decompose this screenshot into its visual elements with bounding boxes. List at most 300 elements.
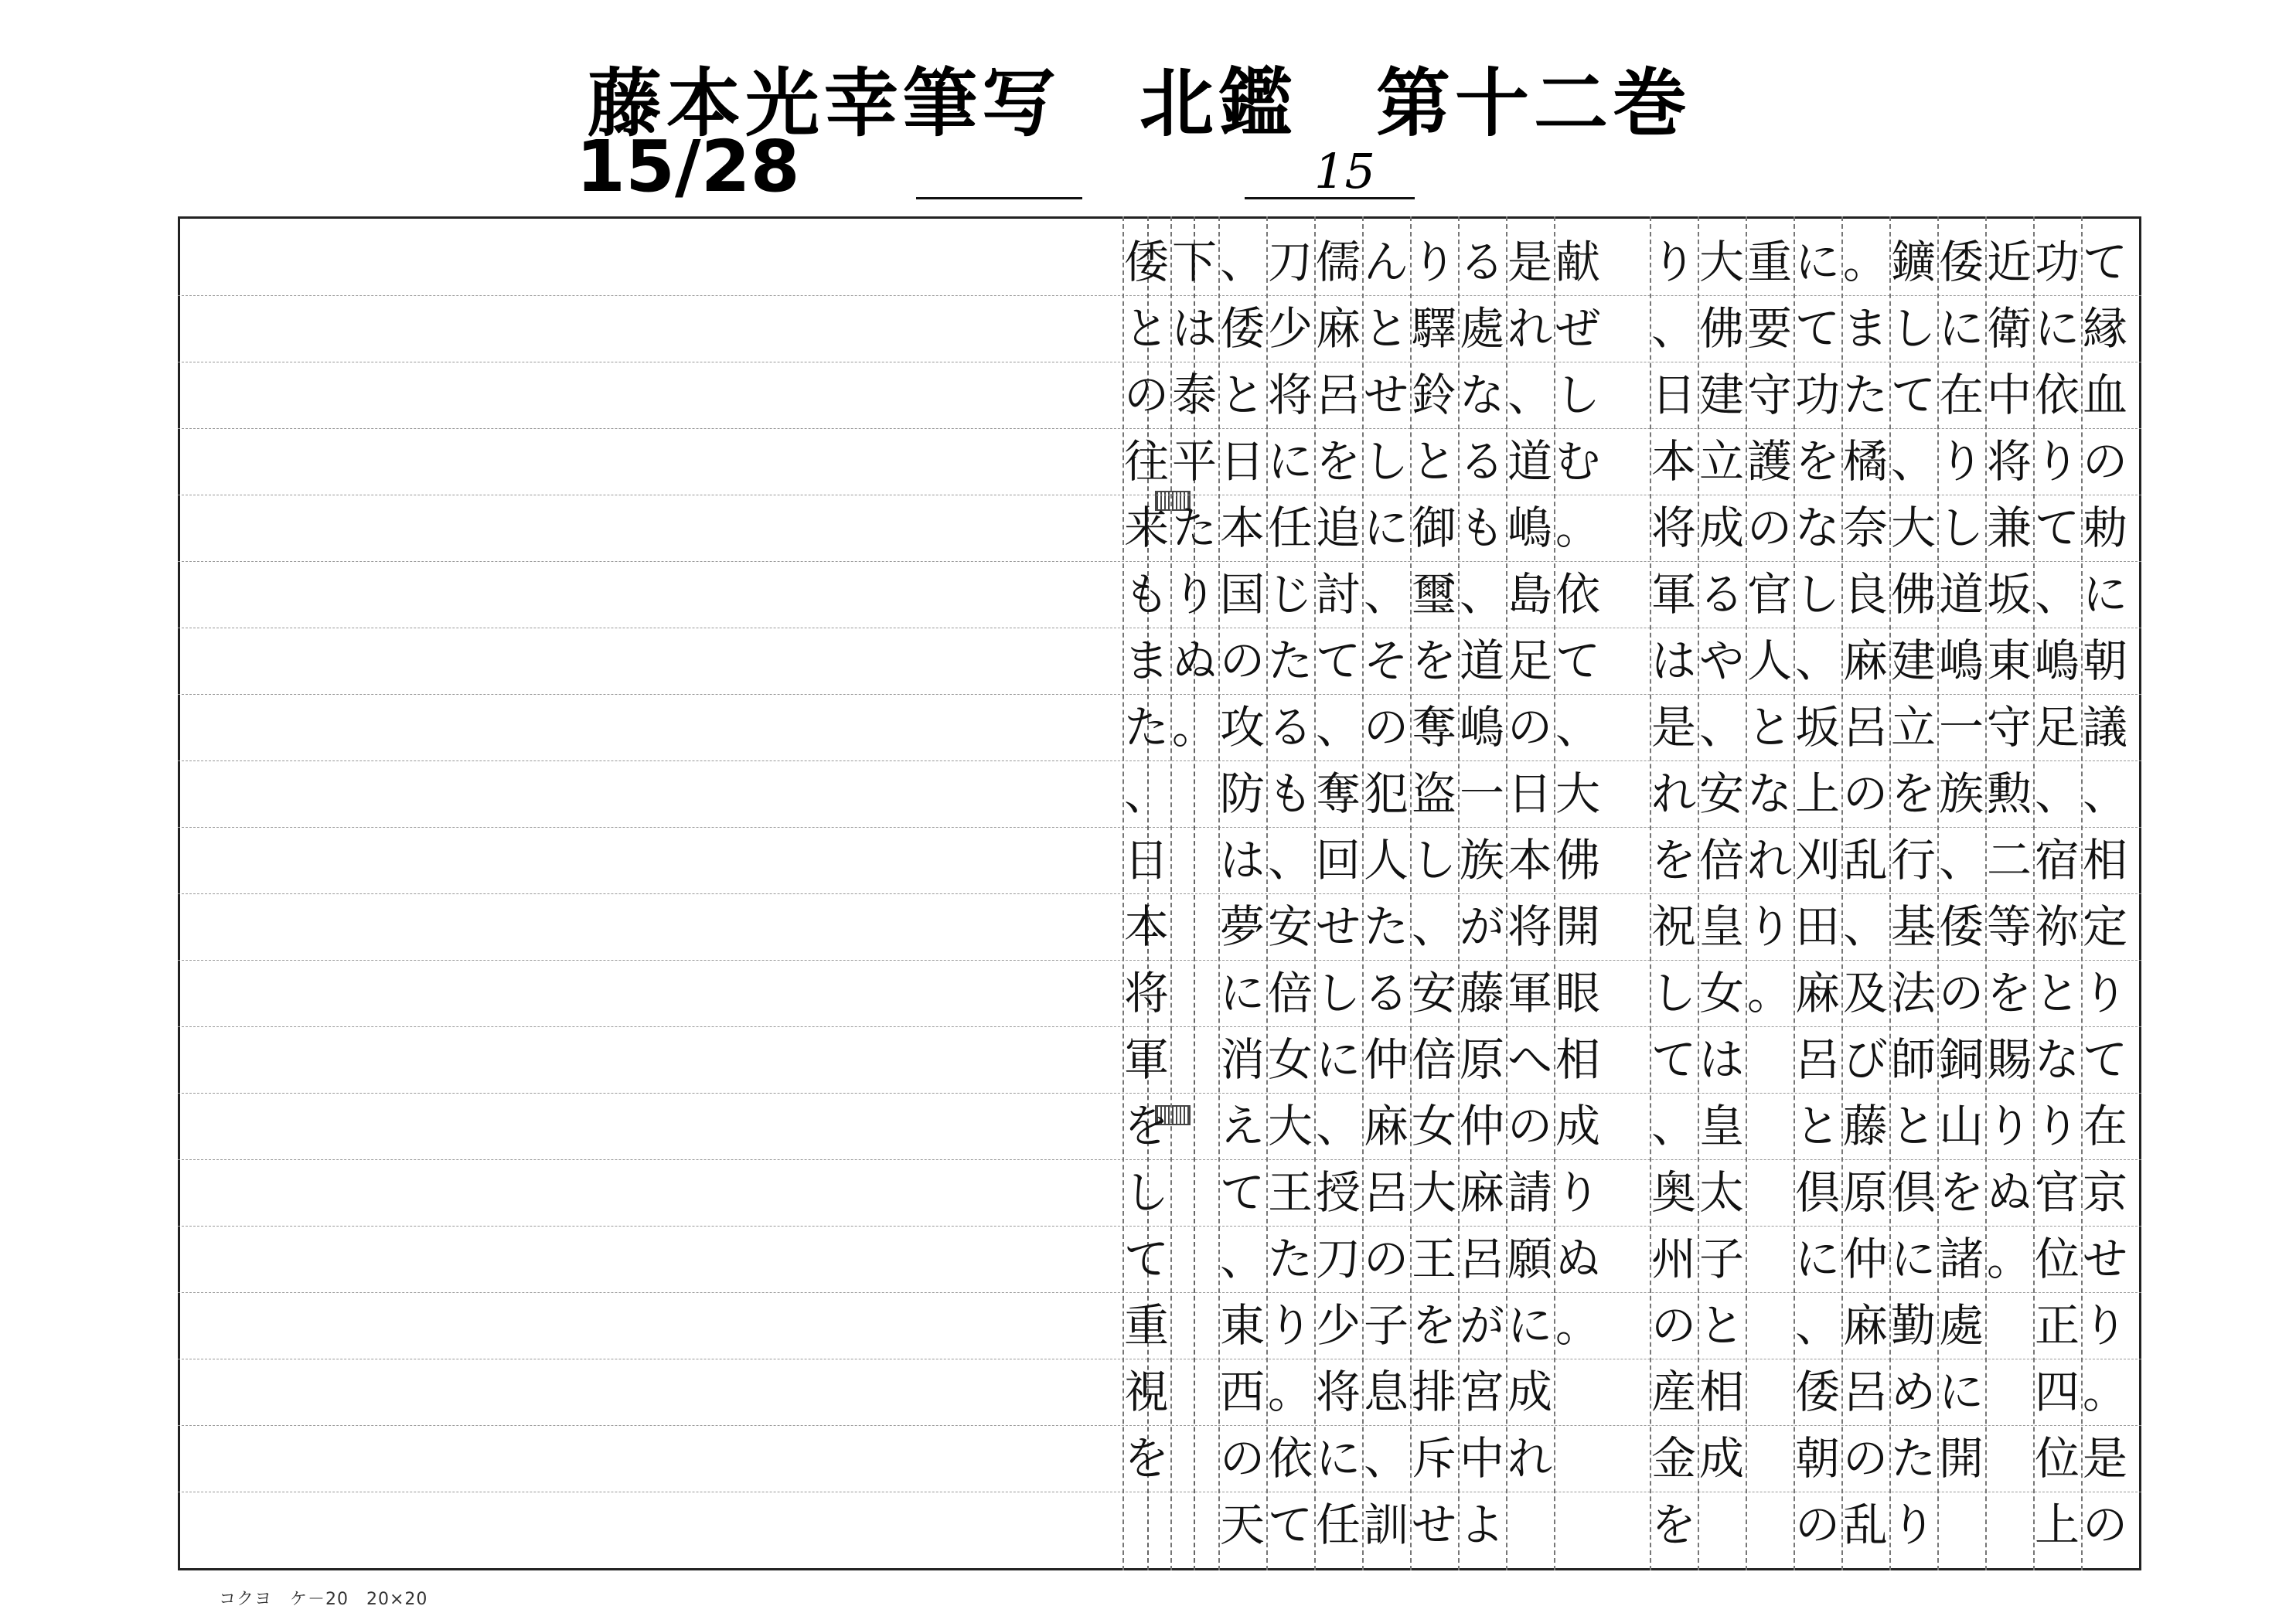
manuscript-column — [1314, 216, 1362, 1570]
manuscript-char: 、 — [1650, 1100, 1696, 1152]
manuscript-column — [1170, 216, 1218, 1570]
manuscript-char: 倭 — [1123, 236, 1169, 288]
manuscript-char: と — [1123, 302, 1169, 355]
manuscript-char: 宮 — [1459, 1366, 1504, 1418]
manuscript-char: め — [1890, 1366, 1936, 1418]
manuscript-char: の — [1842, 767, 1888, 820]
manuscript-char: 授 — [1315, 1166, 1361, 1219]
manuscript-char: 位 — [2034, 1432, 2080, 1485]
manuscript-char: の — [1650, 1299, 1696, 1352]
manuscript-char: り — [1746, 900, 1792, 953]
manuscript-char: 献 — [1555, 236, 1600, 288]
manuscript-column — [1794, 216, 1841, 1570]
manuscript-char: る — [1267, 701, 1313, 754]
manuscript-char: の — [1363, 701, 1409, 754]
manuscript-char: 兼 — [1986, 502, 2032, 554]
manuscript-char: 成 — [1555, 1100, 1600, 1152]
manuscript-char: 犯 — [1363, 767, 1409, 820]
manuscript-char: 祝 — [1650, 900, 1696, 953]
manuscript-char: 佛 — [1890, 568, 1936, 621]
manuscript-char: 銅 — [1938, 1033, 1984, 1086]
manuscript-char: 立 — [1890, 701, 1936, 754]
manuscript-char: に — [1315, 1432, 1361, 1485]
manuscript-char: 基 — [1890, 900, 1936, 953]
manuscript-char: た — [1363, 900, 1409, 953]
manuscript-char: ん — [1363, 236, 1409, 288]
manuscript-char: 族 — [1938, 767, 1984, 820]
manuscript-char: 、 — [1315, 1100, 1361, 1152]
manuscript-char: 安 — [1698, 767, 1744, 820]
manuscript-char: れ — [1507, 302, 1552, 355]
manuscript-char: を — [1650, 1499, 1696, 1551]
manuscript-char: を — [1123, 1100, 1169, 1152]
manuscript-char: そ — [1363, 635, 1409, 687]
manuscript-char: し — [1555, 369, 1600, 421]
manuscript-char: 呂 — [1842, 701, 1888, 754]
manuscript-char: 處 — [1459, 302, 1504, 355]
manuscript-char: と — [1746, 701, 1792, 754]
manuscript-char: 立 — [1698, 435, 1744, 488]
manuscript-char: 、 — [1507, 369, 1552, 421]
manuscript-char: 日 — [1219, 435, 1265, 488]
manuscript-char: に — [1938, 302, 1984, 355]
manuscript-char: 人 — [1746, 635, 1792, 687]
manuscript-char: り — [2034, 1100, 2080, 1152]
manuscript-column — [1746, 216, 1794, 1570]
manuscript-char: せ — [1363, 369, 1409, 421]
manuscript-char: も — [1267, 767, 1313, 820]
manuscript-char: の — [1507, 701, 1552, 754]
manuscript-char: に — [1219, 967, 1265, 1019]
manuscript-char: 一 — [1459, 767, 1504, 820]
manuscript-char: て — [2082, 1033, 2127, 1086]
manuscript-sheet — [178, 216, 2141, 1570]
manuscript-char: 本 — [1650, 435, 1696, 488]
manuscript-char: の — [1746, 502, 1792, 554]
manuscript-char: 州 — [1650, 1233, 1696, 1285]
manuscript-char: 。 — [1555, 1299, 1600, 1352]
manuscript-char: り — [1267, 1299, 1313, 1352]
manuscript-char: 呂 — [1794, 1033, 1840, 1086]
manuscript-char: ぬ — [1555, 1233, 1600, 1285]
manuscript-char: 本 — [1507, 834, 1552, 886]
manuscript-char: し — [1315, 967, 1361, 1019]
manuscript-char: の — [1507, 1100, 1552, 1152]
manuscript-char: り — [1411, 236, 1456, 288]
manuscript-char: も — [1459, 502, 1504, 554]
manuscript-char: 建 — [1698, 369, 1744, 421]
manuscript-char: し — [1890, 302, 1936, 355]
manuscript-char: 藤 — [1459, 967, 1504, 1019]
manuscript-char: 、 — [2034, 767, 2080, 820]
manuscript-char: 天 — [1219, 1499, 1265, 1551]
manuscript-char: 中 — [1986, 369, 2032, 421]
manuscript-char: 倍 — [1267, 967, 1313, 1019]
manuscript-char: 勤 — [1890, 1299, 1936, 1352]
manuscript-char: は — [1698, 1033, 1744, 1086]
manuscript-char: 倭 — [1938, 900, 1984, 953]
manuscript-char: 佛 — [1698, 302, 1744, 355]
manuscript-char: と — [1794, 1100, 1840, 1152]
manuscript-char: 朝 — [1794, 1432, 1840, 1485]
manuscript-char: 大 — [1411, 1166, 1456, 1219]
manuscript-char: 王 — [1267, 1166, 1313, 1219]
manuscript-char: 王 — [1411, 1233, 1456, 1285]
manuscript-char: 呂 — [1842, 1366, 1888, 1418]
manuscript-char: り — [2082, 1299, 2127, 1352]
manuscript-char: 坂 — [1794, 701, 1840, 754]
manuscript-char: え — [1219, 1100, 1265, 1152]
manuscript-char: 眼 — [1555, 967, 1600, 1019]
manuscript-char: 璽 — [1411, 568, 1456, 621]
manuscript-char: 回 — [1315, 834, 1361, 886]
manuscript-char: 位 — [2034, 1233, 2080, 1285]
manuscript-char: 驛 — [1411, 302, 1456, 355]
page-title: 藤本光幸筆写 北鑑 第十二巻 — [588, 60, 1691, 147]
manuscript-char: 往 — [1123, 435, 1169, 488]
manuscript-char: 議 — [2082, 701, 2127, 754]
manuscript-char: 仲 — [1363, 1033, 1409, 1086]
manuscript-char: 道 — [1507, 435, 1552, 488]
manuscript-char: 島 — [1507, 568, 1552, 621]
manuscript-char: し — [1363, 435, 1409, 488]
manuscript-char: 相 — [2082, 834, 2127, 886]
manuscript-char: 東 — [1219, 1299, 1265, 1352]
manuscript-char: 、 — [1267, 834, 1313, 886]
manuscript-char: て — [1794, 302, 1840, 355]
manuscript-char: り — [2082, 967, 2127, 1019]
manuscript-char: 女 — [1698, 967, 1744, 1019]
manuscript-char: 金 — [1650, 1432, 1696, 1485]
manuscript-char: 将 — [1986, 435, 2032, 488]
manuscript-char: じ — [1267, 568, 1313, 621]
manuscript-char: 麻 — [1842, 635, 1888, 687]
manuscript-char: 衛 — [1986, 302, 2032, 355]
manuscript-char: や — [1698, 635, 1744, 687]
manuscript-char: 倭 — [1938, 236, 1984, 288]
manuscript-char: 呂 — [1363, 1166, 1409, 1219]
manuscript-char: の — [1363, 1233, 1409, 1285]
manuscript-char: 御 — [1411, 502, 1456, 554]
manuscript-char: 成 — [1698, 1432, 1744, 1485]
manuscript-char: ぜ — [1555, 302, 1600, 355]
manuscript-char: 呂 — [1315, 369, 1361, 421]
manuscript-char: 、 — [1794, 1299, 1840, 1352]
manuscript-char: 、 — [1698, 701, 1744, 754]
manuscript-char: に — [2082, 568, 2127, 621]
manuscript-char: 倍 — [1411, 1033, 1456, 1086]
manuscript-char: 。 — [2082, 1366, 2127, 1418]
manuscript-char: 麻 — [1459, 1166, 1504, 1219]
manuscript-char: は — [1219, 834, 1265, 886]
manuscript-char: 麻 — [1363, 1100, 1409, 1152]
manuscript-char: 賜 — [1986, 1033, 2032, 1086]
manuscript-char: し — [1123, 1166, 1169, 1219]
manuscript-char: ま — [1123, 635, 1169, 687]
manuscript-char: な — [1746, 767, 1792, 820]
manuscript-char: 重 — [1123, 1299, 1169, 1352]
manuscript-char: 、 — [1363, 1432, 1409, 1485]
manuscript-char: 、 — [2082, 767, 2127, 820]
manuscript-char: 定 — [2082, 900, 2127, 953]
manuscript-char: を — [1650, 834, 1696, 886]
manuscript-char: 任 — [1315, 1499, 1361, 1551]
manuscript-char: と — [1698, 1299, 1744, 1352]
manuscript-char: 中 — [1459, 1432, 1504, 1485]
manuscript-char: 仲 — [1459, 1100, 1504, 1152]
manuscript-char: 夢 — [1219, 900, 1265, 953]
manuscript-char: 建 — [1890, 635, 1936, 687]
manuscript-char: 師 — [1890, 1033, 1936, 1086]
manuscript-char: む — [1555, 435, 1600, 488]
manuscript-column — [1889, 216, 1937, 1570]
manuscript-char: 、 — [2034, 568, 2080, 621]
manuscript-char: 軍 — [1123, 1033, 1169, 1086]
manuscript-char: 大 — [1890, 502, 1936, 554]
manuscript-char: し — [1650, 967, 1696, 1019]
manuscript-char: り — [1650, 236, 1696, 288]
manuscript-char: が — [1459, 900, 1504, 953]
manuscript-char: て — [1219, 1166, 1265, 1219]
manuscript-char: る — [1459, 435, 1504, 488]
manuscript-char: 人 — [1363, 834, 1409, 886]
manuscript-char: 二 — [1986, 834, 2032, 886]
manuscript-char: せ — [1315, 900, 1361, 953]
manuscript-column — [1266, 216, 1314, 1570]
manuscript-char: 宿 — [2034, 834, 2080, 886]
manuscript-char: 倍 — [1698, 834, 1744, 886]
handwritten-underline-left — [916, 197, 1082, 199]
manuscript-char: 道 — [1938, 568, 1984, 621]
manuscript-char: 、 — [1219, 236, 1265, 288]
manuscript-char: 開 — [1938, 1432, 1984, 1485]
manuscript-column — [1362, 216, 1410, 1570]
manuscript-char: を — [1890, 767, 1936, 820]
manuscript-char: と — [1411, 435, 1456, 488]
manuscript-char: 及 — [1842, 967, 1888, 1019]
page-counter: 15/28 — [576, 125, 800, 208]
manuscript-char: と — [2034, 967, 2080, 1019]
manuscript-char: て — [1555, 635, 1600, 687]
manuscript-char: 皇 — [1698, 1100, 1744, 1152]
manuscript-char: 倭 — [1219, 302, 1265, 355]
manuscript-char: た — [1171, 502, 1217, 554]
manuscript-char: に — [2034, 302, 2080, 355]
manuscript-column — [1650, 216, 1698, 1570]
manuscript-char: 、 — [1794, 635, 1840, 687]
manuscript-char: び — [1842, 1033, 1888, 1086]
handwritten-underline-right — [1245, 197, 1415, 199]
manuscript-char: 刀 — [1315, 1233, 1361, 1285]
manuscript-char: 依 — [2034, 369, 2080, 421]
manuscript-char: 大 — [1698, 236, 1744, 288]
manuscript-char: て — [1890, 369, 1936, 421]
manuscript-char: 将 — [1507, 900, 1552, 953]
manuscript-char: 日 — [1650, 369, 1696, 421]
manuscript-char: 息 — [1363, 1366, 1409, 1418]
manuscript-char: 安 — [1411, 967, 1456, 1019]
manuscript-column — [1554, 216, 1602, 1570]
manuscript-char: 麻 — [1842, 1299, 1888, 1352]
manuscript-char: 、 — [1890, 435, 1936, 488]
manuscript-char: に — [1794, 1233, 1840, 1285]
manuscript-char: 来 — [1123, 502, 1169, 554]
manuscript-char: 足 — [1507, 635, 1552, 687]
manuscript-char: の — [1842, 1432, 1888, 1485]
manuscript-char: 諸 — [1938, 1233, 1984, 1285]
manuscript-char: 正 — [2034, 1299, 2080, 1352]
manuscript-char: 日 — [1507, 767, 1552, 820]
manuscript-char: 。 — [1842, 236, 1888, 288]
manuscript-char: 安 — [1267, 900, 1313, 953]
manuscript-char: 倶 — [1794, 1166, 1840, 1219]
manuscript-char: 嶋 — [1459, 701, 1504, 754]
manuscript-char: て — [1315, 635, 1361, 687]
manuscript-char: 女 — [1267, 1033, 1313, 1086]
manuscript-char: て — [1650, 1033, 1696, 1086]
manuscript-char: 近 — [1986, 236, 2032, 288]
manuscript-char: 儒 — [1315, 236, 1361, 288]
manuscript-char: の — [1219, 635, 1265, 687]
manuscript-char: 呂 — [1459, 1233, 1504, 1285]
manuscript-char: た — [1267, 1233, 1313, 1285]
manuscript-char: 成 — [1698, 502, 1744, 554]
manuscript-char: 原 — [1459, 1033, 1504, 1086]
manuscript-char: 将 — [1123, 967, 1169, 1019]
manuscript-column — [1985, 216, 2033, 1570]
manuscript-char: に — [1315, 1033, 1361, 1086]
manuscript-char: を — [1123, 1432, 1169, 1485]
manuscript-char: 奪 — [1411, 701, 1456, 754]
manuscript-char: 是 — [1650, 701, 1696, 754]
manuscript-char: を — [1794, 435, 1840, 488]
manuscript-char: 皇 — [1698, 900, 1744, 953]
manuscript-char: の — [2082, 435, 2127, 488]
manuscript-char: 相 — [1698, 1366, 1744, 1418]
manuscript-char: を — [1411, 1299, 1456, 1352]
manuscript-char: 良 — [1842, 568, 1888, 621]
manuscript-char: れ — [1507, 1432, 1552, 1485]
manuscript-char: に — [1507, 1299, 1552, 1352]
manuscript-char: れ — [1650, 767, 1696, 820]
manuscript-char: 族 — [1459, 834, 1504, 886]
manuscript-char: 、 — [1123, 767, 1169, 820]
manuscript-char: 相 — [1555, 1033, 1600, 1086]
manuscript-char: 、 — [1219, 1233, 1265, 1285]
manuscript-char: た — [1890, 1432, 1936, 1485]
manuscript-char: 奈 — [1842, 502, 1888, 554]
manuscript-char: 大 — [1267, 1100, 1313, 1152]
manuscript-char: に — [1890, 1233, 1936, 1285]
manuscript-char: 行 — [1890, 834, 1936, 886]
manuscript-column — [1122, 216, 1170, 1570]
manuscript-char: 排 — [1411, 1366, 1456, 1418]
manuscript-char: り — [1555, 1166, 1600, 1219]
manuscript-char: て — [1123, 1233, 1169, 1285]
manuscript-char: を — [1315, 435, 1361, 488]
manuscript-char: と — [1890, 1100, 1936, 1152]
manuscript-char: 盗 — [1411, 767, 1456, 820]
manuscript-char: に — [1794, 236, 1840, 288]
manuscript-char: の — [2082, 1499, 2127, 1551]
manuscript-char: 請 — [1507, 1166, 1552, 1219]
manuscript-char: 討 — [1315, 568, 1361, 621]
manuscript-char: の — [1123, 369, 1169, 421]
manuscript-char: 道 — [1459, 635, 1504, 687]
manuscript-char: 田 — [1794, 900, 1840, 953]
manuscript-char: 倭 — [1794, 1366, 1840, 1418]
manuscript-char: て — [2034, 502, 2080, 554]
manuscript-char: れ — [1746, 834, 1792, 886]
manuscript-char: 泰 — [1171, 369, 1217, 421]
manuscript-char: 血 — [2082, 369, 2127, 421]
paper-form-code: コクヨ ケ－20 20×20 — [219, 1590, 428, 1609]
manuscript-char: 攻 — [1219, 701, 1265, 754]
manuscript-char: に — [1938, 1366, 1984, 1418]
manuscript-char: 大 — [1555, 767, 1600, 820]
manuscript-char: 消 — [1219, 1033, 1265, 1086]
manuscript-column — [1458, 216, 1506, 1570]
manuscript-char: り — [1890, 1499, 1936, 1551]
manuscript-char: を — [1411, 635, 1456, 687]
manuscript-char: 少 — [1267, 302, 1313, 355]
manuscript-char: 、 — [1555, 701, 1600, 754]
manuscript-char: 日 — [1123, 834, 1169, 886]
manuscript-char: り — [1986, 1100, 2032, 1152]
manuscript-char: 任 — [1267, 502, 1313, 554]
manuscript-char: 。 — [1171, 701, 1217, 754]
manuscript-char: 等 — [1986, 900, 2032, 953]
manuscript-char: 護 — [1746, 435, 1792, 488]
manuscript-char: 倶 — [1890, 1166, 1936, 1219]
manuscript-char: 藤 — [1842, 1100, 1888, 1152]
manuscript-char: 太 — [1698, 1166, 1744, 1219]
manuscript-char: 守 — [1986, 701, 2032, 754]
manuscript-char: 奪 — [1315, 767, 1361, 820]
manuscript-char: 。 — [1986, 1233, 2032, 1285]
manuscript-char: 鑛 — [1890, 236, 1936, 288]
manuscript-char: 女 — [1411, 1100, 1456, 1152]
manuscript-char: 。 — [1555, 502, 1600, 554]
manuscript-char: 、 — [1650, 302, 1696, 355]
manuscript-char: な — [1459, 369, 1504, 421]
manuscript-column — [1410, 216, 1458, 1570]
manuscript-char: て — [2082, 236, 2127, 288]
manuscript-char: な — [2034, 1033, 2080, 1086]
manuscript-char: な — [1794, 502, 1840, 554]
manuscript-char: 在 — [1938, 369, 1984, 421]
manuscript-char: 、 — [1938, 834, 1984, 886]
manuscript-char: 。 — [1267, 1366, 1313, 1418]
manuscript-column — [1841, 216, 1889, 1570]
manuscript-char: 子 — [1363, 1299, 1409, 1352]
manuscript-char: は — [1650, 635, 1696, 687]
manuscript-column — [1937, 216, 1985, 1570]
manuscript-char: 是 — [2082, 1432, 2127, 1485]
manuscript-char: 乱 — [1842, 1499, 1888, 1551]
manuscript-char: 将 — [1650, 502, 1696, 554]
manuscript-char: 下 — [1171, 236, 1217, 288]
manuscript-char: 功 — [1794, 369, 1840, 421]
manuscript-char: せ — [2082, 1233, 2127, 1285]
manuscript-char: 、 — [1315, 701, 1361, 754]
manuscript-char: 山 — [1938, 1100, 1984, 1152]
manuscript-char: 嶋 — [1938, 635, 1984, 687]
manuscript-char: を — [1938, 1166, 1984, 1219]
manuscript-char: 原 — [1842, 1166, 1888, 1219]
manuscript-char: を — [1986, 967, 2032, 1019]
manuscript-char: し — [1794, 568, 1840, 621]
